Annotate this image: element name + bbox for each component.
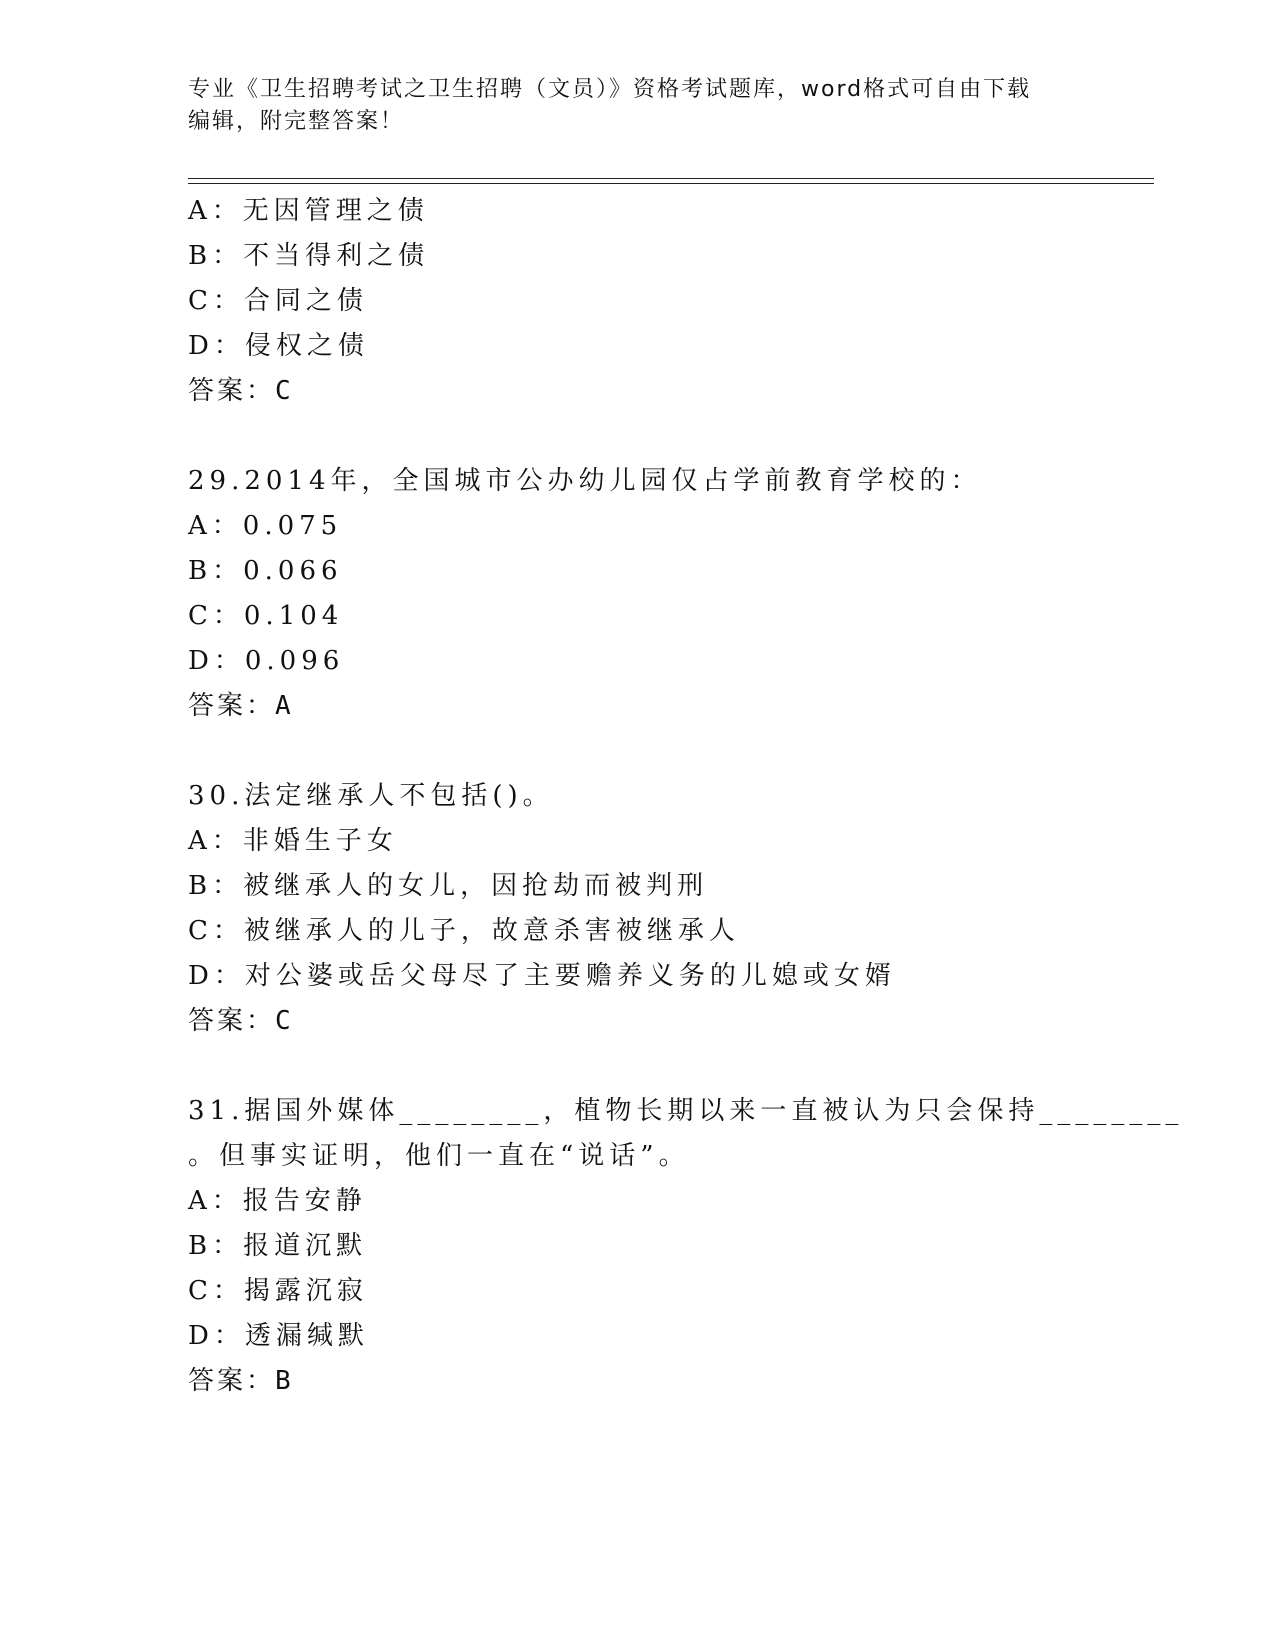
q28-option-d: D：侵权之债	[188, 331, 369, 361]
answer-label: 答案：	[188, 1006, 276, 1036]
answer-label: 答案：	[188, 376, 276, 406]
answer-label: 答案：	[188, 691, 276, 721]
header-line-2: 编辑，附完整答案！	[188, 109, 405, 134]
q29-option-c: C：0.104	[188, 601, 344, 631]
q31-stem-line-1: 31.据国外媒体________，植物长期以来一直被认为只会保持________	[188, 1096, 1184, 1126]
answer-value: C	[275, 376, 291, 406]
q28-option-a: A：无因管理之债	[188, 196, 429, 226]
q31-option-b: B：报道沉默	[188, 1231, 368, 1261]
q29-option-d: D：0.096	[188, 646, 345, 676]
q28-answer	[188, 370, 291, 407]
answer-label: 答案：	[188, 1366, 276, 1396]
document-header	[188, 74, 1068, 138]
q30-stem: 30.法定继承人不包括()。	[188, 781, 554, 811]
q29-stem: 29.2014年，全国城市公办幼儿园仅占学前教育学校的：	[188, 466, 982, 496]
answer-value: C	[275, 1006, 291, 1036]
q30-option-a: A：非婚生子女	[188, 826, 398, 856]
header-line-1: 专业《卫生招聘考试之卫生招聘（文员）》资格考试题库，word格式可自由下载	[188, 77, 1032, 102]
q30-option-c: C：被继承人的儿子，故意杀害被继承人	[188, 916, 740, 946]
q28-option-b: B：不当得利之债	[188, 241, 430, 271]
answer-value: B	[275, 1366, 291, 1396]
q30-option-b: B：被继承人的女儿，因抢劫而被判刑	[188, 871, 709, 901]
answer-value: A	[275, 691, 291, 721]
q29-option-a: A：0.075	[188, 511, 343, 541]
q31-option-a: A：报告安静	[188, 1186, 367, 1216]
q29-answer	[188, 685, 291, 722]
q29-option-b: B：0.066	[188, 556, 343, 586]
q30-answer	[188, 1000, 291, 1037]
q31-answer	[188, 1360, 291, 1397]
header-rule-bottom	[188, 183, 1154, 184]
q31-stem-line-2: 。但事实证明，他们一直在“说话”。	[188, 1141, 690, 1171]
q31-option-d: D：透漏缄默	[188, 1321, 369, 1351]
q30-option-d: D：对公婆或岳父母尽了主要赡养义务的儿媳或女婿	[188, 961, 896, 991]
header-rule-top	[188, 178, 1154, 179]
q28-option-c: C：合同之债	[188, 286, 368, 316]
q31-option-c: C：揭露沉寂	[188, 1276, 368, 1306]
